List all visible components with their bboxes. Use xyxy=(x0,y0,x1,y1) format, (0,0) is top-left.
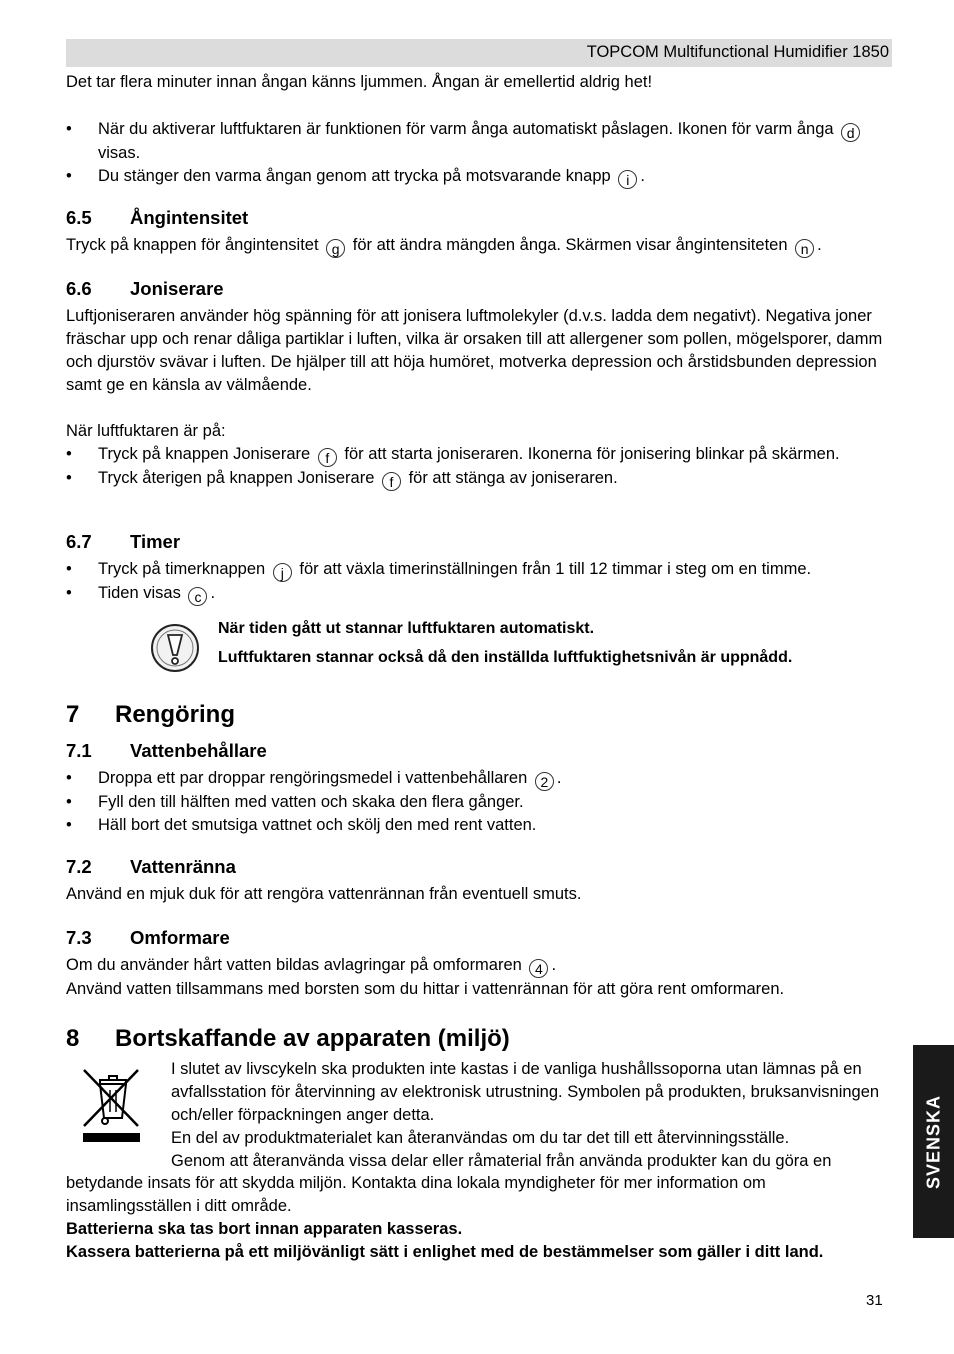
chapter-7 xyxy=(66,700,894,730)
section-6-7 xyxy=(66,530,894,606)
list-item: • Du stänger den varma ångan genom att trycka på motsvarande knapp i . xyxy=(66,165,894,189)
section-heading: 6.6 Joniserare xyxy=(66,278,224,299)
intro-text: Det tar flera minuter innan ångan känns ljummen. Ångan är emellertid aldrig het! xyxy=(66,73,653,91)
paragraph: Luftjoniseraren använder hög spänning för att jonisera luftmolekyler (d.v.s. ladda dem negativt). Negativa joner fräschar upp och renar dåliga partiklar i luften, vilka är orsaken till att allergener som pollen, mögelsporer, damm och djurstöv svävar i luften. De hjälper till att höja humöret, motverka depression och årstidsbunden depression samt ge en känsla av välmående. xyxy=(66,307,883,394)
intro-bullets xyxy=(66,118,894,189)
list-item: • Fyll den till hälften med vatten och skaka den flera gånger. xyxy=(66,791,894,814)
paragraph: Tryck på knappen för ångintensitet g för att ändra mängden ånga. Skärmen visar ångintensiteten n . xyxy=(66,236,822,257)
chapter-heading: 7 Rengöring xyxy=(66,701,235,728)
list-item: • Tryck på knappen Joniserare f för att starta joniseraren. Ikonerna för jonisering blinkar på skärmen. xyxy=(66,443,894,467)
section-heading: 7.1 Vattenbehållare xyxy=(66,740,267,761)
button-icon-g: g xyxy=(326,239,345,258)
paragraph: Använd en mjuk duk för att rengöra vattenrännan från eventuell smuts. xyxy=(66,885,582,903)
note-line-2: Luftfuktaren stannar också då den inställda luftfuktighetsnivån är uppnådd. xyxy=(218,649,793,666)
paragraph: En del av produktmaterialet kan återanvändas om du tar det till ett återvinningsställe. xyxy=(171,1129,790,1147)
language-tab-label: SVENSKA xyxy=(923,1094,943,1189)
chapter-8 xyxy=(66,1024,894,1054)
bold-notice-1: Batterierna ska tas bort innan apparaten kasseras. xyxy=(66,1220,463,1238)
chapter-heading: 8 Bortskaffande av apparaten (miljö) xyxy=(66,1025,510,1052)
note-line-1: När tiden gått ut stannar luftfuktaren automatiskt. xyxy=(218,620,595,637)
crossed-out-wheelie-bin-icon xyxy=(80,1066,144,1146)
section-heading: 7.2 Vattenränna xyxy=(66,856,236,877)
steam-icon-d: d xyxy=(841,123,860,142)
button-icon-i: i xyxy=(618,170,637,189)
button-icon-f: f xyxy=(382,472,401,491)
list-item: • Droppa ett par droppar rengöringsmedel i vattenbehållaren 2 . xyxy=(66,767,894,791)
bold-notice-2: Kassera batterierna på ett miljövänligt sätt i enlighet med de bestämmelser som gäller i ditt land. xyxy=(66,1243,824,1261)
section-heading: 6.5 Ångintensitet xyxy=(66,207,249,228)
paragraph: Om du använder hårt vatten bildas avlagringar på omformaren 4 . xyxy=(66,956,557,977)
list-item: • När du aktiverar luftfuktaren är funktionen för varm ånga automatiskt påslagen. Ikonen för varm ånga d visas. xyxy=(66,118,894,165)
list-item: • Tiden visas c . xyxy=(66,582,894,606)
paragraph: Genom att återanvända vissa delar eller råmaterial från använda produkter kan du göra en xyxy=(171,1152,832,1170)
paragraph: I slutet av livscykeln ska produkten inte kastas i de vanliga hushållssoporna utan lämnas på en avfallsstation för återvinning av elektronisk utrustning. Symbolen på produkten, bruksanvisningen och/eller förpackningen anger detta. xyxy=(171,1060,880,1124)
list-item: • Tryck på timerknappen j för att växla timerinställningen från 1 till 12 timmar i steg om en timme. xyxy=(66,558,894,582)
paragraph: betydande insats för att skydda miljön. Kontakta dina lokala myndigheter för mer information om insamlingsställen i ditt område. xyxy=(66,1174,766,1215)
part-icon-2: 2 xyxy=(535,772,554,791)
button-icon-j: j xyxy=(273,563,292,582)
section-6-5 xyxy=(66,206,894,258)
section-heading: 6.7 Timer xyxy=(66,531,181,552)
section-6-6 xyxy=(66,277,894,491)
intro-section xyxy=(66,71,894,94)
paragraph: När luftfuktaren är på: xyxy=(66,422,226,440)
header-title: TOPCOM Multifunctional Humidifier 1850 xyxy=(586,43,889,61)
exclamation-note-icon xyxy=(150,623,200,673)
paragraph: Använd vatten tillsammans med borsten som du hittar i vattenrännan för att göra rent omformaren. xyxy=(66,980,785,998)
language-tab xyxy=(913,1045,954,1238)
button-icon-f: f xyxy=(318,448,337,467)
display-icon-c: c xyxy=(188,587,207,606)
section-7-1 xyxy=(66,739,894,837)
section-7-3 xyxy=(66,926,894,1001)
display-icon-n: n xyxy=(795,239,814,258)
header-bar xyxy=(66,39,892,67)
part-icon-4: 4 xyxy=(529,959,548,978)
section-heading: 7.3 Omformare xyxy=(66,927,230,948)
list-item: • Häll bort det smutsiga vattnet och skölj den med rent vatten. xyxy=(66,814,894,837)
page-number: 31 xyxy=(866,1292,883,1309)
section-7-2 xyxy=(66,855,894,906)
list-item: • Tryck återigen på knappen Joniserare f för att stänga av joniseraren. xyxy=(66,467,894,491)
disposal-text-bottom xyxy=(66,1172,894,1264)
disposal-text-top xyxy=(171,1058,893,1173)
